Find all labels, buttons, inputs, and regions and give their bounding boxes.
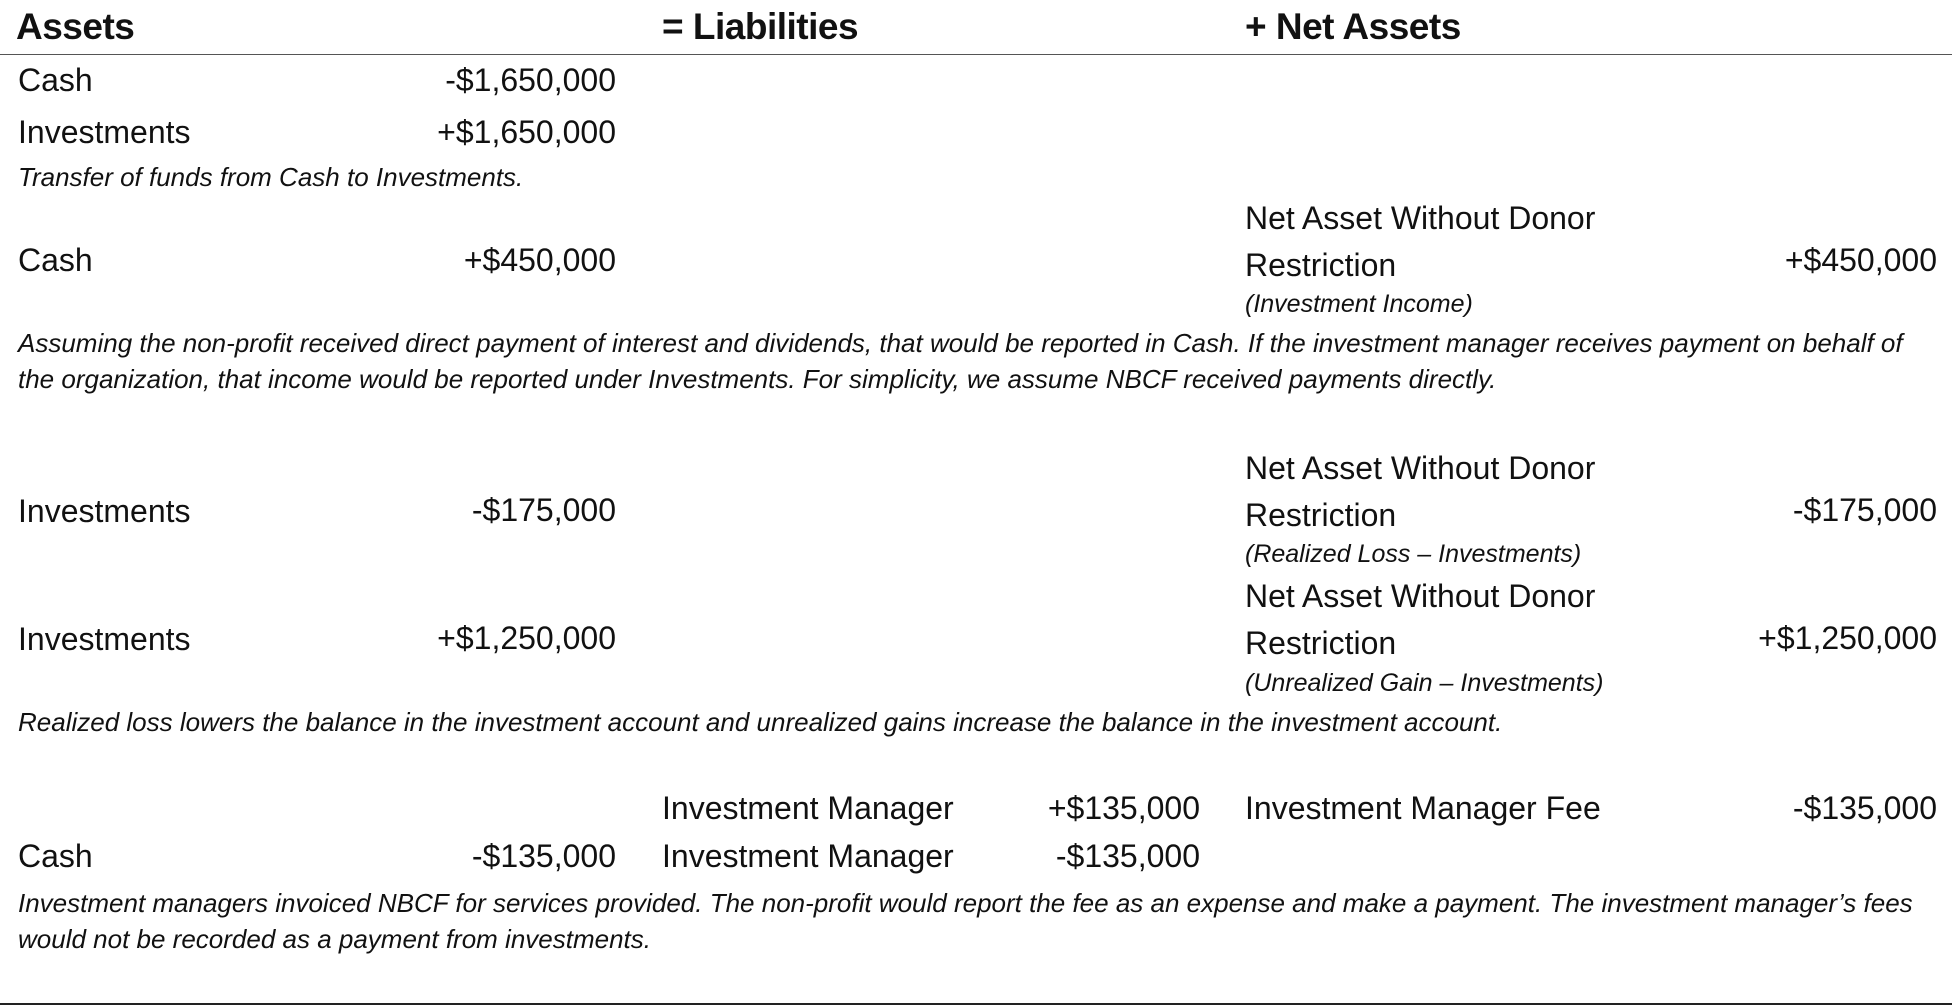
entry4-note: Investment managers invoiced NBCF for services provided. The non-profit would report the fee as an expense and make a payment. The investment manager’s fees would not be recorded as a payment from investments. (18, 888, 1913, 954)
entry2-note: Assuming the non-profit received direct payment of interest and dividends, that would be reported in Cash. If the investment manager receives payment on behalf of the organization, that income would be reported under Investments. For simplicity, we assume NBCF received payments directly. (18, 328, 1903, 394)
entry2-asset-amount: +$450,000 (463, 242, 616, 278)
entry2-asset-label: Cash (18, 242, 93, 278)
entry1-note: Transfer of funds from Cash to Investments. (18, 162, 524, 192)
entry2-net-label-line1: Net Asset Without Donor (1245, 200, 1596, 236)
bottom-divider (0, 1003, 1952, 1005)
entry3-row1-net-label-line1: Net Asset Without Donor (1245, 450, 1596, 486)
entry3-row2-net-label-line2: Restriction (1245, 625, 1397, 661)
entry4-row2-asset-label: Cash (18, 838, 93, 874)
assets-header: Assets (16, 6, 135, 47)
entry4-row2-asset-amount: -$135,000 (471, 838, 616, 874)
entry3-row2-net-sub: (Unrealized Gain – Investments) (1245, 669, 1604, 697)
entry4-row1-liab-amount: +$135,000 (1047, 790, 1200, 826)
entry3-row2-asset-amount: +$1,250,000 (437, 620, 616, 656)
entry1-row2-asset-amount: +$1,650,000 (437, 114, 616, 150)
entry3-row1-net-sub: (Realized Loss – Investments) (1245, 540, 1582, 568)
entry2-net-amount: +$450,000 (1784, 242, 1937, 278)
entry2-net-label-line2: Restriction (1245, 247, 1397, 283)
entry1-row1-asset-label: Cash (18, 62, 93, 98)
entry3-row2-net-amount: +$1,250,000 (1758, 620, 1937, 656)
entry3-row2-asset-label: Investments (18, 621, 191, 657)
entry1-row2-asset-label: Investments (18, 114, 191, 150)
header-divider (0, 54, 1952, 55)
entry3-row2-net-label-line1: Net Asset Without Donor (1245, 578, 1596, 614)
entry4-row1-net-amount: -$135,000 (1792, 790, 1937, 826)
entry3-row1-net-amount: -$175,000 (1792, 492, 1937, 528)
entry3-row1-net-label-line2: Restriction (1245, 497, 1397, 533)
entry3-row1-asset-amount: -$175,000 (471, 492, 616, 528)
entry1-row1-asset-amount: -$1,650,000 (445, 62, 616, 98)
entry4-row1-net-label: Investment Manager Fee (1245, 790, 1601, 826)
entry4-row1-liab-label: Investment Manager (662, 790, 954, 826)
net-assets-header: + Net Assets (1245, 6, 1461, 47)
entry4-row2-liab-label: Investment Manager (662, 838, 954, 874)
entry3-row1-asset-label: Investments (18, 493, 191, 529)
entry3-note: Realized loss lowers the balance in the investment account and unrealized gains increase the balance in the investment account. (18, 707, 1503, 737)
entry4-row2-liab-amount: -$135,000 (1055, 838, 1200, 874)
liabilities-header: = Liabilities (662, 6, 859, 47)
entry2-net-sub: (Investment Income) (1245, 290, 1473, 318)
